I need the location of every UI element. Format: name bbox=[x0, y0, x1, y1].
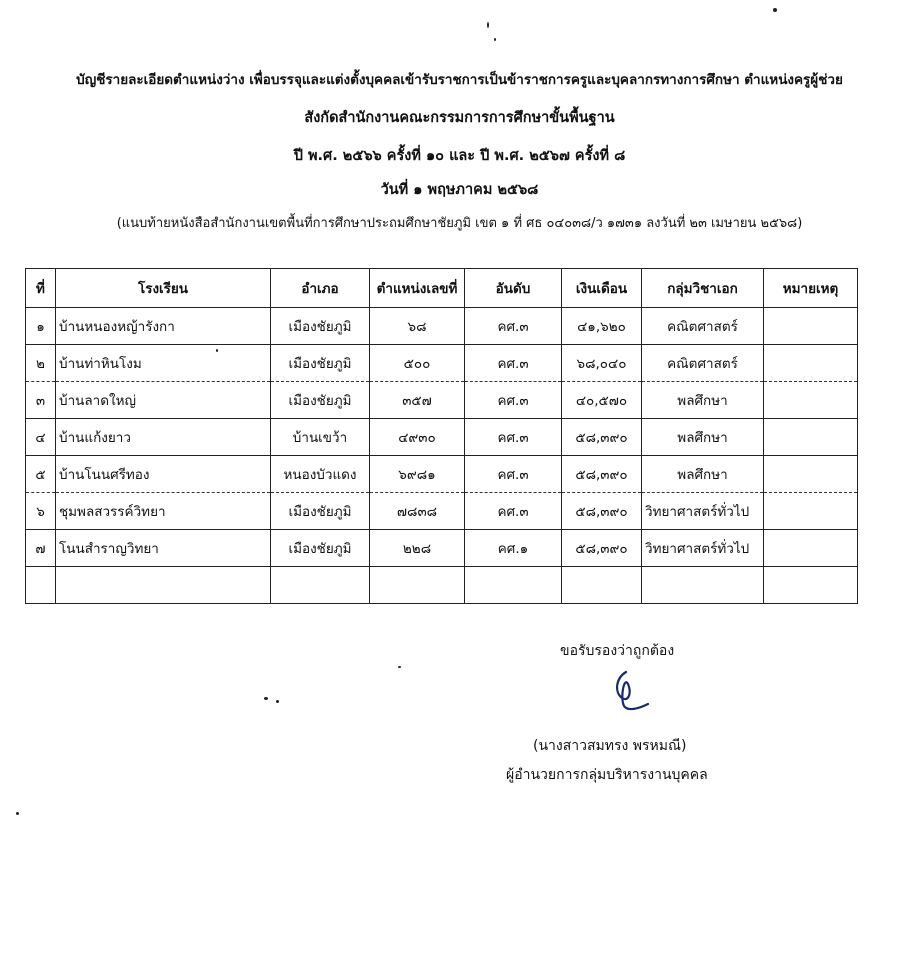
column-header-district: อำเภอ bbox=[271, 269, 370, 308]
cell-no: ๖ bbox=[26, 493, 56, 530]
cell-major: วิทยาศาสตร์ทั่วไป bbox=[642, 493, 764, 530]
table-row bbox=[26, 345, 858, 382]
cell-salary: ๕๘,๓๙๐ bbox=[562, 419, 642, 456]
cell-rank: คศ.๓ bbox=[465, 308, 562, 345]
cell-empty bbox=[56, 567, 271, 604]
scan-speck bbox=[398, 666, 401, 668]
cell-major: คณิตศาสตร์ bbox=[642, 308, 764, 345]
cell-school: ชุมพลสวรรค์วิทยา bbox=[56, 493, 271, 530]
cell-district: เมืองชัยภูมิ bbox=[271, 345, 370, 382]
cell-major: พลศึกษา bbox=[642, 419, 764, 456]
cell-position-no: ๗๘๓๘ bbox=[370, 493, 465, 530]
cell-note bbox=[764, 493, 858, 530]
table-row bbox=[26, 456, 858, 493]
cell-rank: คศ.๑ bbox=[465, 530, 562, 567]
cell-no: ๕ bbox=[26, 456, 56, 493]
cell-salary: ๔๐,๕๗๐ bbox=[562, 382, 642, 419]
cell-district: หนองบัวแดง bbox=[271, 456, 370, 493]
table-header-row bbox=[26, 269, 858, 308]
document-subtitle-agency: สังกัดสำนักงานคณะกรรมการการศึกษาขั้นพื้นฐาน bbox=[304, 110, 615, 126]
cell-no: ๔ bbox=[26, 419, 56, 456]
cell-school: โนนสำราญวิทยา bbox=[56, 530, 271, 567]
cell-note bbox=[764, 419, 858, 456]
cell-rank: คศ.๓ bbox=[465, 345, 562, 382]
vacancy-table bbox=[25, 268, 858, 604]
table-row bbox=[26, 308, 858, 345]
cell-district: เมืองชัยภูมิ bbox=[271, 493, 370, 530]
cell-salary: ๖๘,๐๔๐ bbox=[562, 345, 642, 382]
cell-note bbox=[764, 456, 858, 493]
cell-note bbox=[764, 345, 858, 382]
certification-text: ขอรับรองว่าถูกต้อง bbox=[560, 643, 675, 659]
cell-salary: ๕๘,๓๙๐ bbox=[562, 456, 642, 493]
cell-no: ๒ bbox=[26, 345, 56, 382]
document-title: บัญชีรายละเอียดตำแหน่งว่าง เพื่อบรรจุและแต่งตั้งบุคคลเข้ารับราชการเป็นข้าราชการครูและบุคลากรทางการศึกษา ตำแหน่งครูผู้ช่วย bbox=[76, 72, 843, 88]
cell-major: วิทยาศาสตร์ทั่วไป bbox=[642, 530, 764, 567]
document-subtitle-year: ปี พ.ศ. ๒๕๖๖ ครั้งที่ ๑๐ และ ปี พ.ศ. ๒๕๖๗ ครั้งที่ ๘ bbox=[293, 148, 626, 164]
document-date: วันที่ ๑ พฤษภาคม ๒๕๖๘ bbox=[380, 182, 539, 198]
column-header-salary: เงินเดือน bbox=[562, 269, 642, 308]
table-row bbox=[26, 382, 858, 419]
column-header-major: กลุ่มวิชาเอก bbox=[642, 269, 764, 308]
column-header-position-no: ตำแหน่งเลขที่ bbox=[370, 269, 465, 308]
column-header-school: โรงเรียน bbox=[56, 269, 271, 308]
column-header-note: หมายเหตุ bbox=[764, 269, 858, 308]
cell-empty bbox=[562, 567, 642, 604]
cell-rank: คศ.๓ bbox=[465, 493, 562, 530]
cell-school: บ้านลาดใหญ่ bbox=[56, 382, 271, 419]
column-header-rank: อันดับ bbox=[465, 269, 562, 308]
table-row-empty bbox=[26, 567, 858, 604]
signatory-name: (นางสาวสมทรง พรหมณี) bbox=[533, 738, 687, 754]
scan-speck bbox=[487, 22, 489, 28]
cell-empty bbox=[764, 567, 858, 604]
scan-speck bbox=[494, 38, 496, 41]
cell-rank: คศ.๓ bbox=[465, 456, 562, 493]
signature-mark bbox=[604, 668, 654, 714]
scan-speck bbox=[216, 349, 218, 352]
cell-rank: คศ.๓ bbox=[465, 419, 562, 456]
column-header-no: ที่ bbox=[26, 269, 56, 308]
cell-major: พลศึกษา bbox=[642, 456, 764, 493]
table-row bbox=[26, 493, 858, 530]
cell-empty bbox=[26, 567, 56, 604]
cell-position-no: ๖๘ bbox=[370, 308, 465, 345]
cell-district: เมืองชัยภูมิ bbox=[271, 530, 370, 567]
signatory-position: ผู้อำนวยการกลุ่มบริหารงานบุคคล bbox=[506, 767, 708, 783]
cell-position-no: ๓๕๗ bbox=[370, 382, 465, 419]
scan-speck bbox=[773, 8, 777, 12]
cell-major: คณิตศาสตร์ bbox=[642, 345, 764, 382]
cell-note bbox=[764, 382, 858, 419]
scan-speck bbox=[276, 700, 279, 703]
scan-speck bbox=[264, 697, 268, 700]
cell-empty bbox=[465, 567, 562, 604]
cell-position-no: ๕๐๐ bbox=[370, 345, 465, 382]
cell-note bbox=[764, 530, 858, 567]
cell-rank: คศ.๓ bbox=[465, 382, 562, 419]
cell-school: บ้านท่าหินโงม bbox=[56, 345, 271, 382]
table-row bbox=[26, 419, 858, 456]
cell-school: บ้านหนองหญ้ารังกา bbox=[56, 308, 271, 345]
cell-school: บ้านโนนศรีทอง bbox=[56, 456, 271, 493]
cell-no: ๗ bbox=[26, 530, 56, 567]
cell-empty bbox=[370, 567, 465, 604]
table-row bbox=[26, 530, 858, 567]
cell-note bbox=[764, 308, 858, 345]
cell-position-no: ๖๙๘๑ bbox=[370, 456, 465, 493]
cell-salary: ๔๑,๖๒๐ bbox=[562, 308, 642, 345]
cell-position-no: ๒๒๘ bbox=[370, 530, 465, 567]
cell-district: บ้านเขว้า bbox=[271, 419, 370, 456]
document-reference: (แนบท้ายหนังสือสำนักงานเขตพื้นที่การศึกษาประถมศึกษาชัยภูมิ เขต ๑ ที่ ศธ ๐๔๐๓๘/ว ๑๗๓๑ ลงวันที่ ๒๓ เมษายน ๒๕๖๘) bbox=[116, 216, 803, 231]
cell-empty bbox=[642, 567, 764, 604]
scan-speck bbox=[16, 812, 19, 815]
cell-district: เมืองชัยภูมิ bbox=[271, 382, 370, 419]
cell-district: เมืองชัยภูมิ bbox=[271, 308, 370, 345]
cell-salary: ๕๘,๓๙๐ bbox=[562, 530, 642, 567]
cell-empty bbox=[271, 567, 370, 604]
cell-no: ๑ bbox=[26, 308, 56, 345]
cell-major: พลศึกษา bbox=[642, 382, 764, 419]
cell-no: ๓ bbox=[26, 382, 56, 419]
cell-salary: ๕๘,๓๙๐ bbox=[562, 493, 642, 530]
cell-position-no: ๔๙๓๐ bbox=[370, 419, 465, 456]
cell-school: บ้านแก้งยาว bbox=[56, 419, 271, 456]
